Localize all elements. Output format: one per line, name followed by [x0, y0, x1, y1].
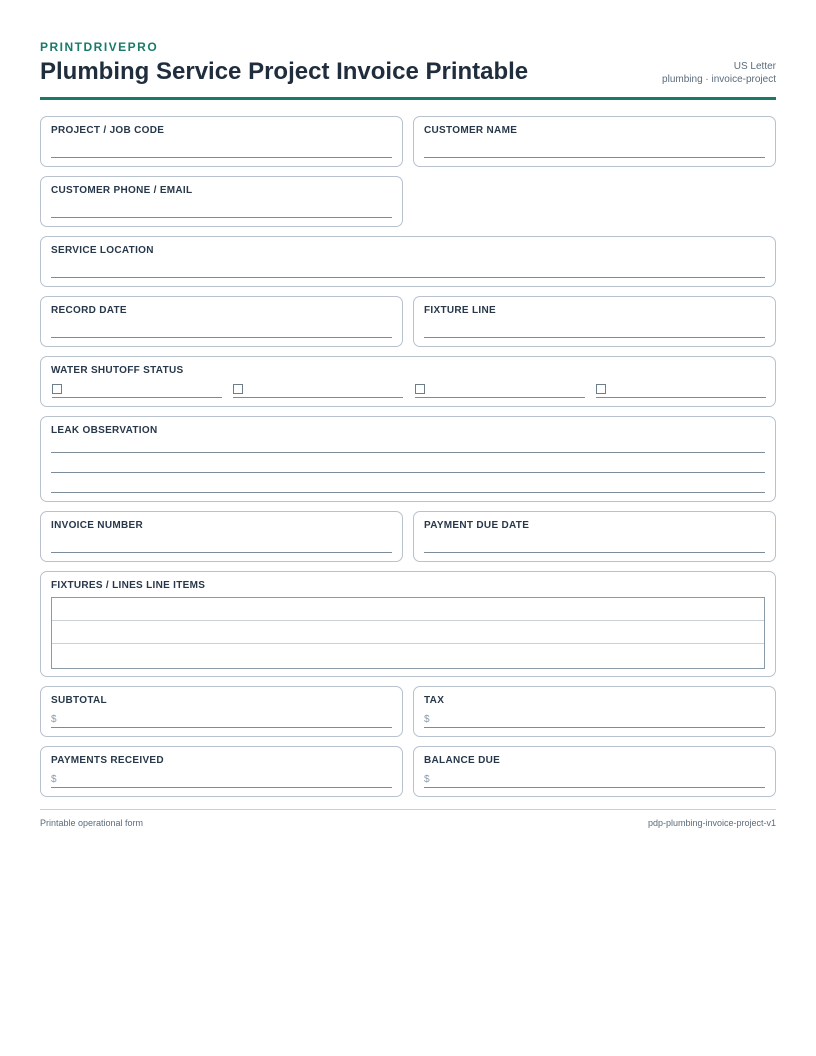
write-line[interactable] [51, 337, 392, 338]
shutoff-option-1[interactable] [52, 384, 222, 398]
invoice-number-field[interactable] [40, 511, 403, 562]
write-line[interactable] [51, 277, 765, 278]
field-label: PAYMENT DUE DATE [424, 520, 530, 531]
write-line[interactable] [51, 217, 392, 218]
currency-symbol: $ [51, 774, 57, 785]
write-line[interactable] [51, 787, 392, 788]
balance-due-field[interactable] [413, 746, 776, 797]
field-label: FIXTURES / LINES LINE ITEMS [51, 580, 206, 591]
field-label: LEAK OBSERVATION [51, 425, 158, 436]
write-line[interactable] [51, 157, 392, 158]
leak-observation-field[interactable] [40, 416, 776, 502]
write-line[interactable] [424, 552, 765, 553]
checkbox[interactable] [415, 384, 425, 394]
checkbox[interactable] [52, 384, 62, 394]
brand-name: PRINTDRIVEPRO [40, 40, 159, 54]
document-meta [662, 60, 776, 86]
customer-contact-field[interactable] [40, 176, 403, 227]
write-line[interactable] [424, 337, 765, 338]
payment-due-date-field[interactable] [413, 511, 776, 562]
field-label: FIXTURE LINE [424, 305, 496, 316]
field-label: TAX [424, 695, 445, 706]
write-line[interactable] [424, 727, 765, 728]
footer-note: Printable operational form [40, 818, 144, 828]
write-line[interactable] [51, 492, 765, 493]
field-label: SERVICE LOCATION [51, 245, 154, 256]
shutoff-option-3[interactable] [415, 384, 585, 398]
line-items-table [51, 597, 765, 669]
field-label: INVOICE NUMBER [51, 520, 143, 531]
write-line[interactable] [424, 157, 765, 158]
write-line[interactable] [424, 787, 765, 788]
payments-received-field[interactable] [40, 746, 403, 797]
field-label: PAYMENTS RECEIVED [51, 755, 164, 766]
page-title: Plumbing Service Project Invoice Printable [40, 58, 529, 85]
write-line[interactable] [51, 452, 765, 453]
currency-symbol: $ [424, 774, 430, 785]
document-tags: plumbing · invoice-project [662, 74, 776, 85]
shutoff-option-4[interactable] [596, 384, 766, 398]
currency-symbol: $ [424, 714, 430, 725]
shutoff-option-2[interactable] [233, 384, 403, 398]
field-label: SUBTOTAL [51, 695, 107, 706]
option-write-line[interactable] [415, 397, 585, 398]
field-label: CUSTOMER NAME [424, 125, 518, 136]
write-line[interactable] [51, 727, 392, 728]
record-date-field[interactable] [40, 296, 403, 347]
header-rule [40, 97, 776, 100]
currency-symbol: $ [51, 714, 57, 725]
tax-field[interactable] [413, 686, 776, 737]
table-row[interactable] [52, 598, 764, 621]
checkbox[interactable] [596, 384, 606, 394]
line-items-section [40, 571, 776, 677]
field-label: PROJECT / JOB CODE [51, 125, 165, 136]
option-write-line[interactable] [596, 397, 766, 398]
option-write-line[interactable] [52, 397, 222, 398]
checkbox[interactable] [233, 384, 243, 394]
footer-rule [40, 809, 776, 810]
customer-name-field[interactable] [413, 116, 776, 167]
fixture-line-field[interactable] [413, 296, 776, 347]
field-label: BALANCE DUE [424, 755, 501, 766]
subtotal-field[interactable] [40, 686, 403, 737]
table-row[interactable] [52, 621, 764, 644]
invoice-form-page [40, 40, 776, 828]
form-id: pdp-plumbing-invoice-project-v1 [647, 818, 776, 828]
paper-size: US Letter [733, 61, 776, 72]
table-row[interactable] [52, 644, 764, 667]
service-location-field[interactable] [40, 236, 776, 287]
option-write-line[interactable] [233, 397, 403, 398]
project-job-code-field[interactable] [40, 116, 403, 167]
field-label: CUSTOMER PHONE / EMAIL [51, 185, 193, 196]
write-line[interactable] [51, 552, 392, 553]
field-label: WATER SHUTOFF STATUS [51, 365, 184, 376]
write-line[interactable] [51, 472, 765, 473]
field-label: RECORD DATE [51, 305, 127, 316]
water-shutoff-status-field [40, 356, 776, 407]
